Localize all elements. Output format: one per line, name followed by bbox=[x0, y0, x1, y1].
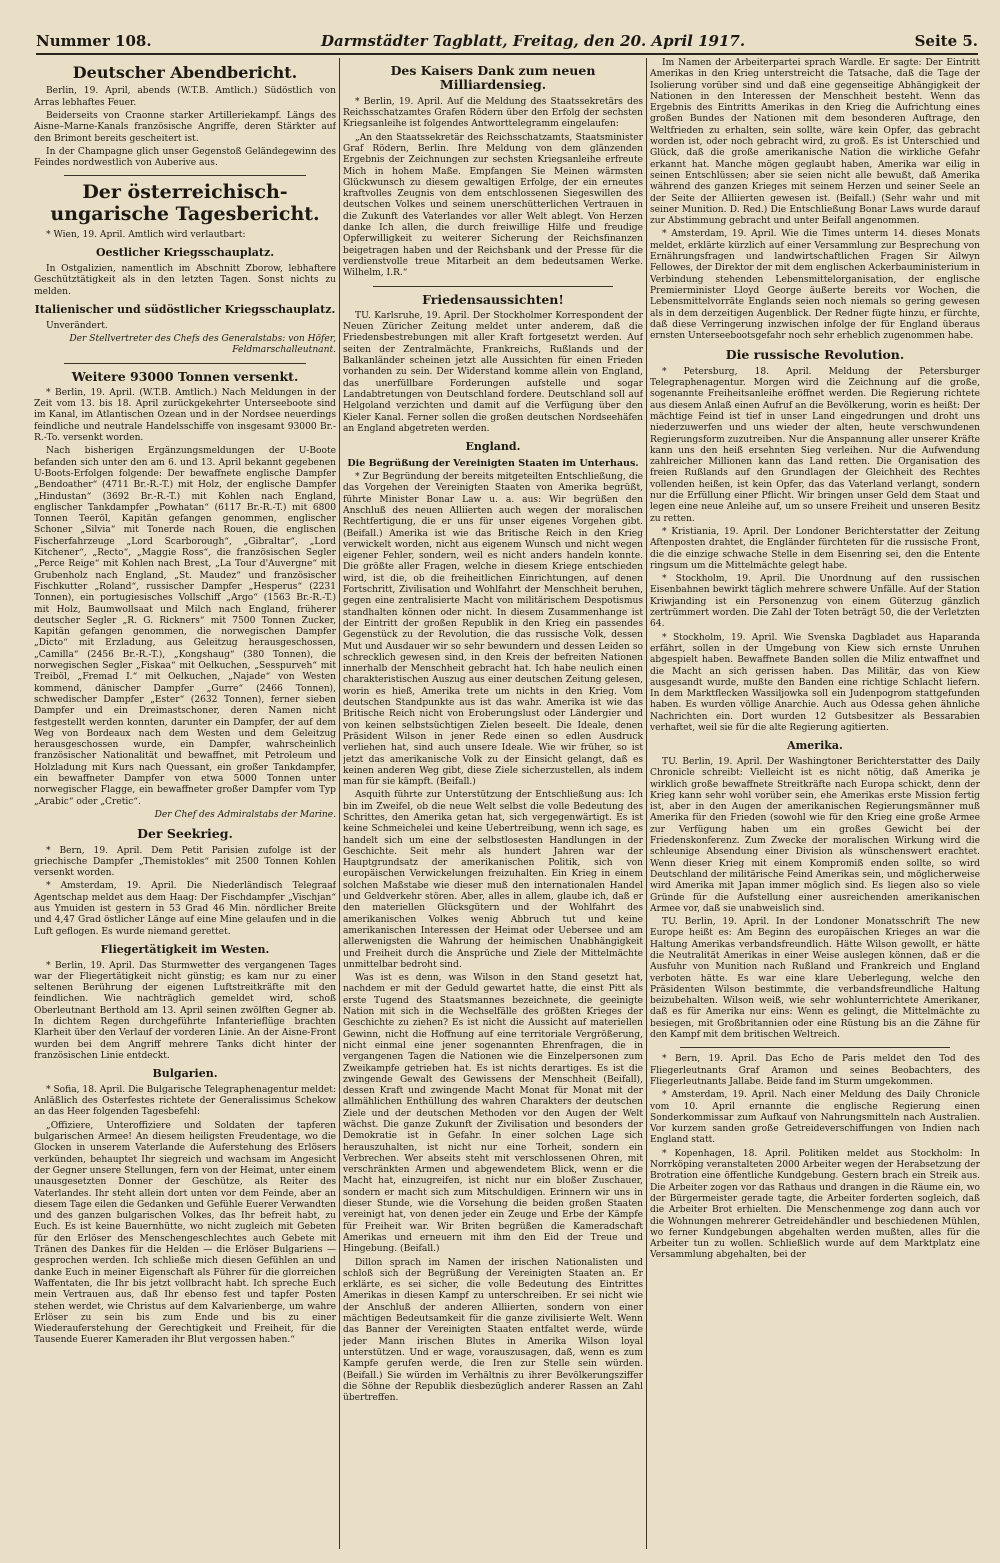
headline-kaiser: Des Kaisers Dank zum neuen Milliardensieg. bbox=[390, 63, 596, 93]
headline-frieden: Friedensaussichten! bbox=[422, 291, 564, 307]
article-paragraph: Unverändert. bbox=[46, 320, 108, 331]
signature: Der Chef des Admiralstabs der Marine. bbox=[154, 809, 336, 820]
signature: Der Stellvertreter des Chefs des Generalstabs: von Höfer, Feldmarschalleutnant. bbox=[69, 333, 336, 356]
article-paragraph: * Amsterdam, 19. April. Wie die Times unterm 14. dieses Monats meldet, erklärte kürzlich auf einer Versammlung zur Besprechung von Ernährungsfragen und landwirtschaftlichen Fragen Sir Ailwyn Fellowes, der Direktor der mit dem englischen Ackerbauministerium in Verbindung stehenden Lebensmittelorganisation, der englische Premierminister Lloyd George äußerte bereits vor Wochen, die Lebensmittelvorräte Englands seien noch niemals so gering gewesen als in dem derzeitigen Augenblick. Der Redner fügte hinzu, er fürchte, daß diese Verringerung inzwischen infolge der für England überaus ernsten Unterseebootsgefahr noch sehr erheblich zugenommen habe. bbox=[650, 229, 980, 342]
article-paragraph: „An den Staatssekretär des Reichsschatzamts, Staatsminister Graf Rödern, Berlin. Ihre Meldung von dem glänzenden Ergebnis der Zeichnungen zur sechsten Kriegsanleihe erfreute Mich in hohem Maße. Empfangen Sie Meinen wärmsten Glückwunsch zu diesem gewaltigen Erfolge, der ein erneutes kraftvolles Zeugnis von dem entschlossenen Siegeswillen des deutschen Volkes und seinem unerschütterlichen Vertrauen in die Zukunft des Vaterlandes vor aller Welt ablegt. Von Herzen danke Ich allen, die durch freiwillige Hilfe und freudige Opferwilligkeit zu weiterer Sicherung der Reichsfinanzen beigetragen haben und der Reichsbank und der Presse für die verdienstvolle treue Mitarbeit an dem bedeutsamen Werke. Wilhelm, I.R.“ bbox=[343, 132, 643, 279]
headline-oesterreich: Der österreichisch-ungarische Tagesbericht. bbox=[50, 181, 320, 226]
article-paragraph: * Kristiania, 19. April. Der Londoner Berichterstatter der Zeitung Aftenposten drahtet, die Engländer fürchteten für die russische Front, die die einzige schwache Stelle in dem Eisenring sei, den die Entente ringsum um die Mittelmächte gelegt habe. bbox=[650, 526, 980, 571]
headline-seekrieg: Der Seekrieg. bbox=[137, 826, 233, 842]
article-paragraph: In Ostgalizien, namentlich im Abschnitt Zborow, lebhaftere Geschütztätigkeit als in den letzten Tagen. Sonst nichts zu melden. bbox=[34, 264, 336, 297]
article-paragraph: * Amsterdam, 19. April. Nach einer Meldung des Daily Chronicle vom 10. April ernannte die englische Regierung einen Sonderkommissar zum Aufkauf von Nahrungsmitteln nach Australien. Vor kurzem sanden große Getreideverschiffungen von Indien nach England statt. bbox=[650, 1090, 980, 1146]
column-2 bbox=[343, 58, 643, 1551]
headline-revolution: Die russische Revolution. bbox=[725, 347, 905, 363]
article-paragraph: * Zur Begründung der bereits mitgeteilten Entschließung, die das Vorgehen der Vereinigten Staaten von Amerika begrüßt, führte Minister Bonar Law u. a. aus: Wir begrüßen den Anschluß des neuen Alliierten auch wegen der moralischen Rechtfertigung, die er uns für unser eigenes Vorgehen gibt. (Beifall.) Amerika ist wie das Britische Reich in den Krieg verwickelt worden, nicht aus eigenem Wunsch und nicht wegen eigener Fehler, sondern, weil es nicht anders handeln konnte. Die größte aller Fragen, welche in diesem Kriege entschieden wird, ist die, ob die freiheitlichen Einrichtungen, auf denen Fortschritt, Zivilisation und Wohlfahrt der Menschheit beruhen, gegen eine zentralisierte Macht von militärischem Despotismus standhalten können oder nicht. In diesem Zusammenhange ist der Eintritt der großen Republik in den Krieg ein passendes Gegenstück zu der Revolution, die das russische Volk, dessen Mut und Ausdauer wir so sehr bewundern und dessen Leiden so schrecklich gewesen sind, in den Kreis der befreiten Nationen innerhalb der Menschheit gebracht hat. Ich habe neulich einen charakteristischen Auszug aus einer deutschen Zeitung gelesen, worin es hieß, Amerika trete um nichts in den Krieg. Vom deutschen Standpunkte aus ist das wahr. Amerika ist wie das Britische Reich nicht von Eroberungslust oder Ländergier und von keinen selbstsüchtigen Zielen beseelt. Die Ideale, denen Präsident Wilson in jener Rede einen so edlen Ausdruck verliehen hat, sind auch unsere Ideale. Wie wir früher, so ist jetzt das amerikanische Volk zu der Einsicht gelangt, daß es keinen anderen Weg gibt, diese Ziele sicherzustellen, als indem man für sie kämpft. (Beifall.) bbox=[343, 472, 643, 788]
article-paragraph: Dillon sprach im Namen der irischen Nationalisten und schloß sich der Begrüßung der Vereinigten Staaten an. Er erklärte, es sei sicher, die volle Bedeutung des Eintrittes Amerikas in diesen Kampf zu unterschreiben. Er sei nicht wie der Anschluß der anderen Alliierten, sondern von einer mächtigen Bedeutsamkeit für die ganze zivilisierte Welt. Wenn das Banner der Vereinigten Staaten entfaltet werde, würde jeder Mann irischen Blutes in Amerika Wilson loyal unterstützen. Und er wage, vorauszusagen, daß, wenn es zum Kampfe gerufen werde, die Iren zur Stelle sein würden. (Beifall.) Sie würden im Verhältnis zu ihrer Bevölkerungsziffer die Söhne der Republik diesbezüglich anderer Rassen an Zahl übertreffen. bbox=[343, 1257, 643, 1404]
headline-amerika: Amerika. bbox=[787, 739, 843, 753]
column-1 bbox=[34, 58, 336, 1551]
article-paragraph: * Petersburg, 18. April. Meldung der Petersburger Telegraphenagentur. Morgen wird die Zeichnung auf die große, sogenannte Freiheitsanleihe eröffnet werden. Die Regierung richtete aus diesem Anlaß einen Aufruf an die Bevölkerung, worin es heißt: Der mächtige Feind ist tief in unser Land eingedrungen und droht uns niederzuwerfen und uns wieder der alten, heute verschwundenen Regierungsform zuzutreiben. Nur die Anspannung aller unserer Kräfte kann uns den heiß ersehnten Sieg verleihen. Nur die Aufwendung zahlreicher Millionen kann das Land retten. Die Organisation des freien Rußlands auf den Grundlagen der Gleichheit des Rechtes vollenden heißen, ist kein Opfer, das das Vaterland verlangt, sondern nur die Erfüllung einer Pflicht. Wir bringen unser Geld dem Staat und legen eine neue Anleihe auf, um so unsere Freiheit und unseren Besitz zu retten. bbox=[650, 366, 980, 524]
article-paragraph: * Bern, 19. April. Das Echo de Paris meldet den Tod des Fliegerleutnants Graf Aramon und seines Beobachters, des Fliegerleutnants Jallabe. Beide fand im Sturm umgekommen. bbox=[650, 1054, 980, 1087]
article-paragraph: * Wien, 19. April. Amtlich wird verlautbart: bbox=[46, 230, 246, 241]
subheadline-begruessung: Die Begrüßung der Vereinigten Staaten im Unterhaus. bbox=[347, 457, 639, 469]
article-paragraph: * Bern, 19. April. Dem Petit Parisien zufolge ist der griechische Dampfer „Themistokles“ mit 2500 Tonnen Kohlen versenkt worden. bbox=[34, 845, 336, 879]
article-paragraph: * Amsterdam, 19. April. Die Niederländisch Telegraaf Agentschap meldet aus dem Haag: Der Fischdampfer „Vischjan“ aus Ymuiden ist gestern in 53 Grad 46 Min. nördlicher Breite und 4,47 Grad östlicher Länge auf eine Mine gelaufen und in die Luft geflogen. Es wurde niemand gerettet. bbox=[34, 881, 336, 937]
headline-tonnen: Weitere 93000 Tonnen versenkt. bbox=[71, 368, 299, 384]
article-paragraph: * Stockholm, 19. April. Die Unordnung auf den russischen Eisenbahnen bewirkt täglich mehrere schwere Unfälle. Auf der Station Kriwjanding ist ein Personenzug von einem Güterzug gänzlich zertrümmert worden. Die Zahl der Toten beträgt 50, die der Verletzten 64. bbox=[650, 574, 980, 630]
article-paragraph: TU. Berlin, 19. April. Der Washingtoner Berichterstatter des Daily Chronicle schreibt: Vielleicht ist es nicht nötig, daß Amerika je wirklich große bewaffnete Streitkräfte nach Europa schickt, denn der Krieg kann sehr wohl vorüber sein, ehe Amerikas erste Mission fertig ist, aber in den Augen der amerikanischen Regierungsmänner muß Amerika für den Frieden (sowohl wie für den Krieg eine große Armee zur Verfügung haben um ein großes Gewicht bei der Friedenskonferenz. Zum Zwecke der moralischen Wirkung wird die schleunige Absendung einer Division als wünschenswert erachtet. Wenn dieser Krieg mit einem Kompromiß enden sollte, so wird Deutschland der militärische Feind Amerikas sein, und möglicherweise wird Amerika mit Japan immer möglich sind. Es liegen also so viele Gründe für die Aufstellung einer ausreichenden amerikanischen Armee vor, daß sie unabweislich sind. bbox=[650, 756, 980, 914]
article-paragraph: Was ist es denn, was Wilson in den Stand gesetzt hat, nachdem er mit der Geduld gewartet hatte, die einst Pitt als erste Tugend des Staatsmannes bezeichnete, die geeinigte Nation mit sich in die Wechselfälle des größten Krieges der Geschichte zu ziehen? Es ist nicht die Aussicht auf materiellen Gewinn, nicht die Hoffnung auf eine territoriale Vergrößerung, nicht einmal eine jener sogenannten Ehrenfragen, die in vergangenen Tagen die Nationen wie die Einzelpersonen zum Zweikampfe getrieben hat. Es ist nichts derartiges. Es ist die zwingende Gewalt des Gewissens der Menschheit (Beifall), dessen Kraft und zwingende Macht Monat für Monat mit der allmählichen Enthüllung des wahren Charakters der deutschen Ziele und der deutschen Methoden vor den Augen der Welt wächst. Die ganze Zukunft der Zivilisation und besonders der Demokratie ist in Gefahr. In einer solchen Lage sich herauszuhalten, ist nicht nur eine Torheit, sondern ein Verbrechen. Wer abseits steht mit verschlossenen Ohren, mit verschränkten Armen und abgewendetem Blick, wenn er die Macht hat, einzugreifen, ist nicht nur ein bloßer Zuschauer, sondern er macht sich zum Mitschuldigen. Erinnern wir uns in dieser Stunde, wie die Vorsehung die beiden großen Staaten vereinigt hat, von denen jeder ein Zeuge und Erbe der Kämpfe für Freiheit war. Wir Briten begrüßen die Kameradschaft Amerikas und erneuern mit ihm den Eid der Treue und Hingebung. (Beifall.) bbox=[343, 973, 643, 1255]
article-paragraph: Asquith führte zur Unterstützung der Entschließung aus: Ich bin im Zweifel, ob die neue Welt selbst die volle Bedeutung des Schrittes, den Amerika getan hat, sich vergegenwärtigt. Es ist keine Schmeichelei und keine Uebertreibung, wenn ich sage, es handelt sich um eine der selbstlosesten Handlungen in der Geschichte. Seit mehr als hundert Jahren war der Hauptgrundsatz der amerikanischen Politik, sich von europäischen Verwickelungen freizuhalten. Ein Krieg in einem solchen Maßstabe wie dieser muß den internationalen Handel und Geldverkehr stören. Aber, alles in allem, glaube ich, daß er den materiellen Glücksgütern und der Wohlfahrt des amerikanischen Volkes wenig Abbruch tut und keine amerikanischen Interessen der Heimat oder Uebersee und am allerwenigsten die Wahrung der heimischen Unabhängigkeit und Freiheit durch die Ansprüche und Ziele der Mittelmächte unmittelbar bedroht sind. bbox=[343, 790, 643, 970]
article-paragraph: Im Namen der Arbeiterpartei sprach Wardle. Er sagte: Der Eintritt Amerikas in den Krieg unterstreicht die Tatsache, daß die Tage der Isolierung vorüber sind und daß eine gegenseitige Abhängigkeit der Nationen in den Interessen der Menschheit besteht. Wenn das Ergebnis des Eintritts Amerikas in den Krieg die Aufrichtung eines großen Bundes der Nationen mit dem besonderen Auftrage, den Weltfrieden zu erhalten, sein sollte, wäre kein Opfer, das gebracht worden ist, oder noch gebracht wird, zu groß. Es ist Unterschied und Glück, daß die große amerikanische Nation die wirkliche Gefahr erkannt hat. Manche mögen geglaubt haben, Amerika war eilig in seinen Entschlüssen; aber sie seien nicht alle bewußt, daß Amerika während des ganzen Krieges mit seinem Herzen und seiner Seele an der Seite der Alliierten gewesen ist. (Beifall.) (Sehr wahr und mit seiner Munition. D. Red.) Die Entschließung Bonar Laws wurde darauf zur Abstimmung gebracht und unter Beifall angenommen. bbox=[650, 58, 980, 227]
section-divider bbox=[64, 175, 306, 176]
article-paragraph: * Kopenhagen, 18. April. Politiken meldet aus Stockholm: In Norrköping veranstalteten 2000 Arbeiter wegen der Herabsetzung der Brotration eine öffentliche Kundgebung. Gestern brach ein Streik aus. Die Arbeiter zogen vor das Rathaus und drangen in die Räume ein, wo der Bürgermeister gerade tagte, die Arbeiter forderten sogleich, daß die Arbeiter Brot erhielten. Die Menschenmenge zog dann auch vor die Wohnungen mehrerer Getreidehändler und beschiedenen Mühlen, wo ferner Kundgebungen abgehalten werden mußten, alles für die Arbeiter tun zu wollen. Schließlich wurde auf dem Marktplatz eine Versammlung abgehalten, bei der bbox=[650, 1148, 980, 1261]
section-divider bbox=[680, 1047, 950, 1048]
headline-bulgarien: Bulgarien. bbox=[152, 1067, 218, 1081]
article-paragraph: * Berlin, 19. April. Auf die Meldung des Staatssekretärs des Reichsschatzamtes Grafen Rödern über den Erfolg der sechsten Kriegsanleihe ist folgendes Antworttelegramm eingelaufen: bbox=[343, 96, 643, 130]
headline-england: England. bbox=[465, 440, 521, 454]
page-number: Seite 5. bbox=[914, 32, 978, 50]
article-paragraph: In der Champagne glich unser Gegenstoß Geländegewinn des Feindes nordwestlich von Auberive aus. bbox=[34, 146, 336, 169]
headline-abendbericht: Deutscher Abendbericht. bbox=[72, 63, 298, 82]
article-paragraph: * Berlin, 19. April. Das Sturmwetter des vergangenen Tages war der Fliegertätigkeit nicht günstig; es kam nur zu einer seltenen Berührung der eigenen Luftstreitkräfte mit den feindlichen. Wie nachträglich gemeldet wird, schoß Oberleutnant Berthold am 13. April seinen zwölften Gegner ab. In dichtem Regen durchgeführte Infanterieflüge brachten Klarheit über den Verlauf der vorderen Linie. An der Aisne-Front wurden bei dem Angriff mehrere Tanks dicht hinter der französischen Linie entdeckt. bbox=[34, 960, 336, 1061]
column-3 bbox=[650, 58, 980, 1551]
headline-flieger: Fliegertätigkeit im Westen. bbox=[100, 942, 270, 956]
article-paragraph: Berlin, 19. April, abends (W.T.B. Amtlich.) Südöstlich von Arras lebhaftes Feuer. bbox=[34, 86, 336, 108]
article-paragraph: TU. Karlsruhe, 19. April. Der Stockholmer Korrespondent der Neuen Züricher Zeitung meldet unter anderem, daß die Friedensbestrebungen mit aller Kraft fortgesetzt werden. Auf seiten der Zentralmächte, Frankreichs, Rußlands und der Balkanländer scheinen jetzt alle Aussichten für einen Frieden vorhanden zu sein. Der Widerstand komme allein von England, das unerfüllbare Forderungen aufstelle und sogar Landabtretungen von Deutschland fordere. Deutschland soll auf Helgoland verzichten und damit auf die Verfügung über den Kieler Kanal. Ferner sollen die großen deutschen Nordseehäfen an England abgetreten werden. bbox=[343, 310, 643, 434]
article-paragraph: * Berlin, 19. April. (W.T.B. Amtlich.) Nach Meldungen in der Zeit vom 13. bis 18. April zurückgekehrter Unterseeboote sind im Kanal, im Atlantischen Ozean und in der Nordsee neuerdings feindliche und neutrale Handelsschiffe von insgesamt 93000 Br.-R.-To. versenkt worden. bbox=[34, 387, 336, 444]
section-divider bbox=[64, 363, 306, 364]
masthead-date: Darmstädter Tagblatt, Freitag, den 20. April 1917. bbox=[321, 32, 746, 50]
article-paragraph: * Stockholm, 19. April. Wie Svenska Dagbladet aus Haparanda erfährt, sollen in der Umgebung von Kiew sich ernste Unruhen abgespielt haben. Bewaffnete Banden sollen die Miliz entwaffnet und die Macht an sich gerissen haben. Das Militär, das von Kiew ausgesandt wurde, mußte den Banden eine richtige Schlacht liefern. In dem Marktflecken Wassiljowka soll ein Judenpogrom stattgefunden haben. Es wurden völlige Anarchie. Auch aus Odessa gehen ähnliche Nachrichten ein. Dort wurden 12 Gutsbesitzer als Bessarabien verhaftet, weil sie für die alte Regierung agitierten. bbox=[650, 632, 980, 733]
article-paragraph: * Sofia, 18. April. Die Bulgarische Telegraphenagentur meldet: Anläßlich des Osterfestes richtete der Generalissimus Schekow an das Heer folgenden Tagesbefehl: bbox=[34, 1084, 336, 1118]
article-paragraph: Beiderseits von Craonne starker Artilleriekampf. Längs des Aisne–Marne-Kanals französische Angriffe, deren Stärkter auf den Brimont bereits gescheitert ist. bbox=[34, 110, 336, 144]
subheadline-ost: Oestlicher Kriegsschauplatz. bbox=[95, 246, 275, 260]
issue-number: Nummer 108. bbox=[36, 32, 152, 50]
subheadline-italien: Italienischer und südöstlicher Kriegsschauplatz. bbox=[34, 302, 336, 316]
article-paragraph: Nach bisherigen Ergänzungsmeldungen der U-Boote befanden sich unter den am 6. und 13. April bekannt gegebenen U-Boots-Erfolgen folgende: Der bewaffnete englische Dampfer „Bendoather“ (4711 Br.-R.-T.) mit Holz, der englische Dampfer „Hindustan“ (3692 Br.-R.-T.) mit Kohlen nach England, englischer Tankdampfer „Powhatan“ (6117 Br.-R.-T.) mit 6800 Tonnen Teeröl, Kapitän gefangen genommen, englischer Schoner „Silvia“ mit Tonerde nach Rouen, die englischen Fischerfahrzeuge „Lord Scarborough“, „Gibraltar“, „Lord Kitchener“, „Recto“, „Maggie Ross“, die französischen Segler „Perce Reige“ mit Kohlen nach Brest, „La Tour d'Auvergne“ mit Grubenholz nach England, „St. Maudez“ und französischer Fischkutter „Roland“, russischer Dampfer „Hesperus“ (2231 Tonnen), ein portugiesisches Vollschiff „Argo“ (1563 Br.-R.-T.) mit Holz, Baumwollsaat und Milch nach England, früherer deutscher Segler „R. G. Rickners“ mit 7500 Tonnen Zucker, Kapitän gefangen genommen, die norwegischen Dampfer „Dicto“ mit Erzladung, aus Geleitzug herausgeschossen, „Camilla“ (2456 Br.-R.-T.), „Kongshaug“ (380 Tonnen), die norwegischen Segler „Fiskaa“ mit Oelkuchen, „Sesspurveh“ mit Treiböl, „Fremad I.“ mit Oelkuchen, „Najade“ von Westen kommend, dänischer Dampfer „Gurre“ (2466 Tonnen), schwedischer Dampfer „Ester“ (2632 Tonnen), ferner sieben Dampfer und ein Dreimastschoner, deren Namen nicht festgestellt werden konnten, darunter ein Dampfer, der auf dem Weg von Bordeaux nach dem Westen und dem Geleitzug herausgeschossen wurde, ein Dampfer, wahrscheinlich französischer Nationalität und bewaffnet, mit Petroleum und Holzladung mit Kurs nach Quessant, ein großer Tankdampfer, ein bewaffneter Dampfer von etwa 5000 Tonnen unter norwegischer Flagge, ein bewaffneter großer Dampfer vom Typ „Arabic“ oder „Cretic“. bbox=[34, 446, 336, 807]
page-header bbox=[36, 29, 978, 55]
article-paragraph: TU. Berlin, 19. April. In der Londoner Monatsschrift The new Europe heißt es: Am Beginn des europäischen Krieges an war die Haltung Amerikas verbandsfreundlich. Hätte Wilson gewollt, er hätte die Neutralität Amerikas in einer Weise auslegen können, daß er die Ausfuhr von Munition nach Rußland und Frankreich und England verboten hätte. Es war eine klare Ueberlegung, welche den Präsidenten Wilson bestimmte, die verbandsfreundliche Haltung beizubehalten. Wilson weiß, wie sehr wohlunterrichtete Amerikaner, daß es für Amerika nur eins: Wenn es gelingt, die Mittelmächte zu besiegen, mit Großbritannien oder eine Rüstung bis an die Zähne für den Kampf mit dem britischen Weltreich. bbox=[650, 917, 980, 1041]
article-paragraph: „Offiziere, Unteroffiziere und Soldaten der tapferen bulgarischen Armee! An diesem heiligsten Freudentage, wo die Glocken in unserem Vaterlande die Auferstehung des Erlösers verkünden, behauptet Ihr siegreich und wachsam im Angesicht der Gegner unsere Stellungen, fern von der Heimat, unter einem unausgesetzten Donner der Geschütze, als Reiter des Vaterlandes. Ihr steht allein dort unten vor dem Feinde, aber an diesem Tage eilen die Gedanken und Gefühle Euerer Verwandten und des ganzen bulgarischen Volkes, das Ihr befreit habt, zu Euch. Es ist keine Bauernhütte, wo nicht zugleich mit Gebeten für den Erlöser des Menschengeschlechtes auch Gebete mit Tränen des Dankes für die Helden — die Erlöser Bulgariens — gesprochen werden. Ich schließe mich diesen Gefühlen an und danke Euch in meiner Eigenschaft als Führer für die glorreichen Waffentaten, die Ihr bis jetzt vollbracht habt. Ich spreche Euch mein Vertrauen aus, daß Ihr ebenso fest und tapfer Posten stehen werdet, wie Christus auf dem Kalvarienberge, um wahre Erlöser zu sein bis zum Ende und bis zu einer Wiederauferstehung der Gerechtigkeit und Freiheit, für die Tausende Euerer Kameraden ihr Blut vergossen haben.“ bbox=[34, 1120, 336, 1346]
column-divider bbox=[646, 58, 647, 1549]
column-divider bbox=[339, 58, 340, 1549]
section-divider bbox=[373, 286, 613, 287]
